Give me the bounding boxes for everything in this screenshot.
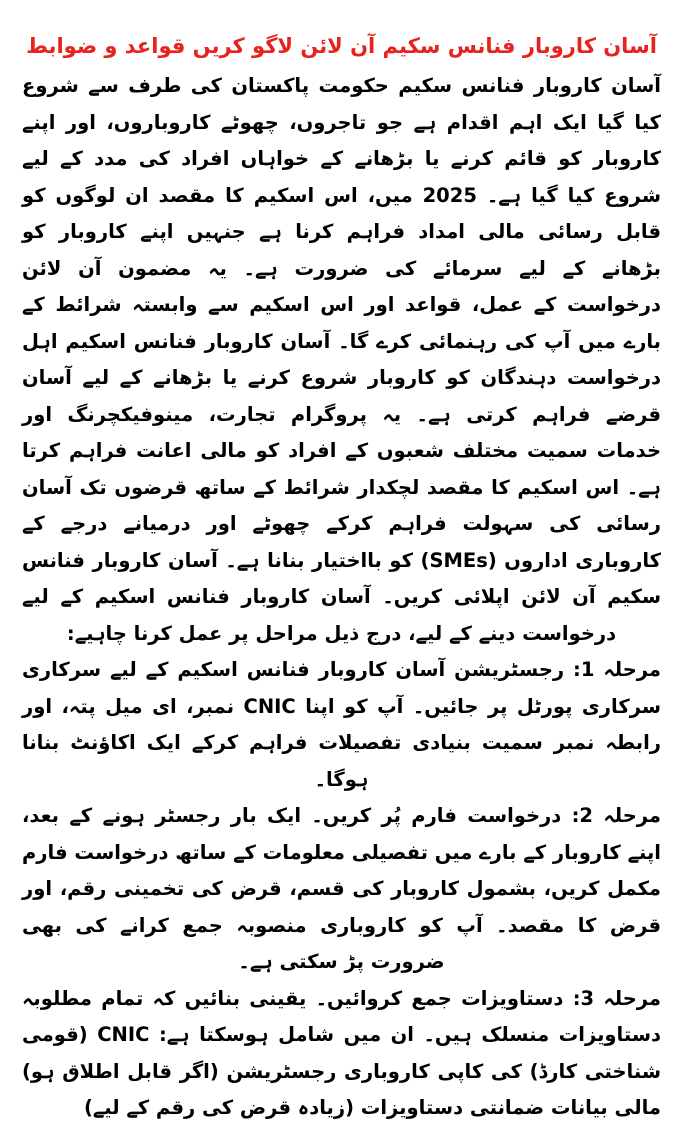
intro-paragraph: آسان کاروبار فنانس سکیم حکومت پاکستان کی طرف سے شروع کیا گیا ایک اہم اقدام ہے جو تاجروں، چھوٹے کاروباروں، اور اپنے کاروبار کو قائم کرنے یا بڑھانے کے خواہاں افراد کی مدد کے لیے شروع کیا گیا ہے۔ 2025 میں، اس اسکیم کا مقصد ان لوگوں کو قابل رسائی مالی امداد فراہم کرنا ہے جنہیں اپنے کاروبار کو بڑھانے کے لیے سرمائے کی ضرورت ہے۔ یہ مضمون آن لائن درخواست کے عمل، قواعد اور اس اسکیم سے وابستہ شرائط کے بارے میں آپ کی رہنمائی کرے گا۔ آسان کاروبار فنانس اسکیم اہل درخواست دہندگان کو کاروبار شروع کرنے یا بڑھانے کے لیے آسان قرضے فراہم کرتی ہے۔ یہ پروگرام تجارت، مینوفیکچرنگ اور خدمات سمیت مختلف شعبوں کے افراد کو مالی اعانت فراہم کرتا ہے۔ اس اسکیم کا مقصد لچکدار شرائط کے ساتھ قرضوں تک آسان رسائی کی سہولت فراہم کرکے چھوٹے اور درمیانے درجے کے کاروباری اداروں (SMEs) کو بااختیار بنانا ہے۔ آسان کاروبار فنانس سکیم آن لائن اپلائی کریں۔ آسان کاروبار فنانس اسکیم کے لیے درخواست دینے کے لیے، درج ذیل مراحل پر عمل کرنا چاہیے: bbox=[22, 74, 661, 645]
step-1-paragraph: مرحلہ 1: رجسٹریشن آسان کاروبار فنانس اسکیم کے لیے سرکاری سرکاری پورٹل پر جائیں۔ آپ کو اپنا CNIC نمبر، ای میل پتہ، اور رابطہ نمبر سمیت بنیادی تفصیلات فراہم کرکے ایک اکاؤنٹ بنانا ہوگا۔ bbox=[22, 658, 661, 791]
document-title: آسان کاروبار فنانس سکیم آن لائن لاگو کریں قواعد و ضوابط bbox=[26, 34, 657, 58]
step-3-paragraph: مرحلہ 3: دستاویزات جمع کروائیں۔ یقینی بنائیں کہ تمام مطلوبہ دستاویزات منسلک ہیں۔ ان میں شامل ہوسکتا ہے: CNIC (قومی شناختی کارڈ) کی کاپی کاروباری رجسٹریشن (اگر قابل اطلاق ہو) مالی بیانات ضمانتی دستاویزات (زیادہ قرض کی رقم کے لیے) bbox=[22, 986, 662, 1119]
step-2-paragraph: مرحلہ 2: درخواست فارم پُر کریں۔ ایک بار رجسٹر ہونے کے بعد، اپنے کاروبار کے بارے میں تفصیلی معلومات کے ساتھ درخواست فارم مکمل کریں، بشمول کاروبار کی قسم، قرض کی تخمینی رقم، اور قرض کا مقصد۔ آپ کو کاروباری منصوبہ جمع کرانے کی بھی ضرورت پڑ سکتی ہے۔ bbox=[22, 804, 661, 973]
